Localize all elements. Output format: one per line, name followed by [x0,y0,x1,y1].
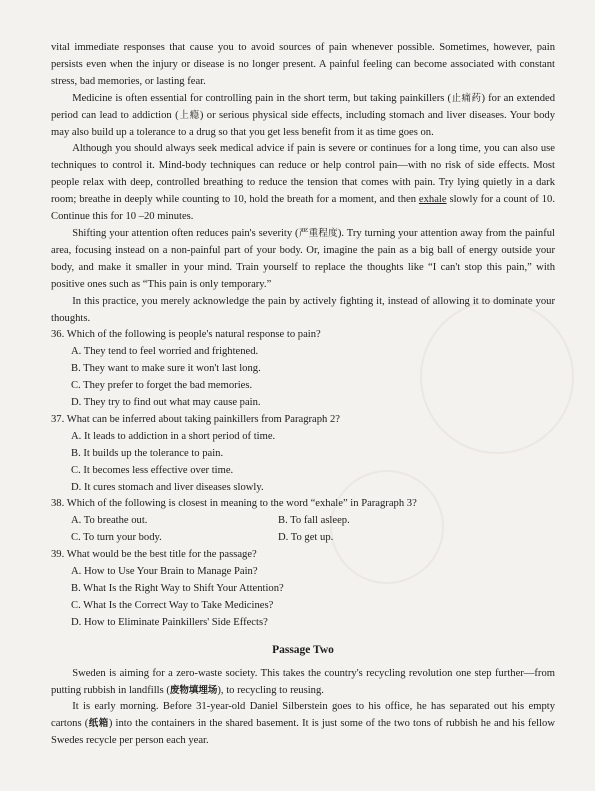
passage-paragraph: It is early morning. Before 31-year-old Daniel Silberstein goes to his office, he has separated out his empty cartons (纸箱) into the containers in the shared basement. It is just some of the two tons of rubbish he and his fellow Swedes recycle per person each year. [51,701,555,747]
passage-title: Passage Two [272,643,334,656]
option-b: B. To fall asleep. [278,515,350,527]
option-a: A. They tend to feel worried and frightened. [71,346,259,358]
option-d: D. They try to find out what may cause pain. [71,397,261,409]
question-stem: 36. Which of the following is people's natural response to pain? [51,329,321,341]
question-38 [51,496,555,547]
option-c: C. It becomes less effective over time. [71,464,234,476]
passage-paragraph: Sweden is aiming for a zero-waste society. This takes the country's recycling revolution one step further—from putting rubbish in landfills (废物填埋场), to recycling to reusing. [51,667,555,696]
option-c: C. They prefer to forget the bad memories. [71,380,253,392]
option-a: A. How to Use Your Brain to Manage Pain? [71,566,258,578]
passage-paragraph: In this practice, you merely acknowledge the pain by actively fighting it, instead of allowing it to dominate your thoughts. [51,295,555,324]
watermark-seal [330,470,444,584]
passage-paragraph: vital immediate responses that cause you to avoid sources of pain whenever possible. Sometimes, however, pain persists even when the injury or disease is no longer present. A painful feeling can become associated with constant stress, bad memories, or lasting fear. [51,42,555,87]
passage-paragraph: Although you should always seek medical advice if pain is severe or continues for a long time, you can also use techniques to control it. Mind-body techniques can reduce or help control pain—with no risk of side effects. Most people relax with deep, controlled breathing to reduce the tension that comes with pain. Try lying quietly in a dark room; breathe in deeply while counting to 10, hold the breath for a moment, and then exhale slowly for a count of 10. Continue this for 10 –20 minutes. [51,143,555,223]
option-b: B. What Is the Right Way to Shift Your Attention? [71,583,284,594]
question-stem: 38. Which of the following is closest in meaning to the word “exhale” in Paragraph 3? [51,498,417,510]
option-d: D. To get up. [278,532,334,544]
option-a: A. It leads to addiction in a short period of time. [71,430,276,442]
question-39 [51,547,555,632]
option-c: C. What Is the Correct Way to Take Medicines? [71,599,274,611]
option-a: A. To breathe out. [71,515,148,527]
question-stem: 39. What would be the best title for the passage? [51,549,257,561]
option-b: B. It builds up the tolerance to pain. [71,447,224,459]
option-b: B. They want to make sure it won't last long. [71,363,261,375]
question-stem: 37. What can be inferred about taking painkillers from Paragraph 2? [51,413,340,425]
underlined-word: exhale [418,194,447,206]
option-d: D. How to Eliminate Painkillers' Side Effects? [71,616,268,628]
option-c: C. To turn your body. [71,532,162,544]
passage-paragraph: Medicine is often essential for controlling pain in the short term, but taking painkillers (止痛药) for an extended period can lead to addiction (上瘾) or serious physical side effects, including stomach and liver diseases. Your body may also build up a tolerance to a drug so that you get less benefit from it as time goes on. [51,92,555,138]
passage-paragraph: Shifting your attention often reduces pain's severity (严重程度). Try turning your attention away from the painful area, focusing instead on a non-painful part of your body. Or, imagine the pain as a big ball of energy outside your body, and make it smaller in your mind. Train yourself to replace the thoughts like “I can't stop this pain,” with positive ones such as “This pain is only temporary.” [51,227,555,290]
option-d: D. It cures stomach and liver diseases slowly. [71,481,264,493]
watermark-seal [420,300,574,454]
